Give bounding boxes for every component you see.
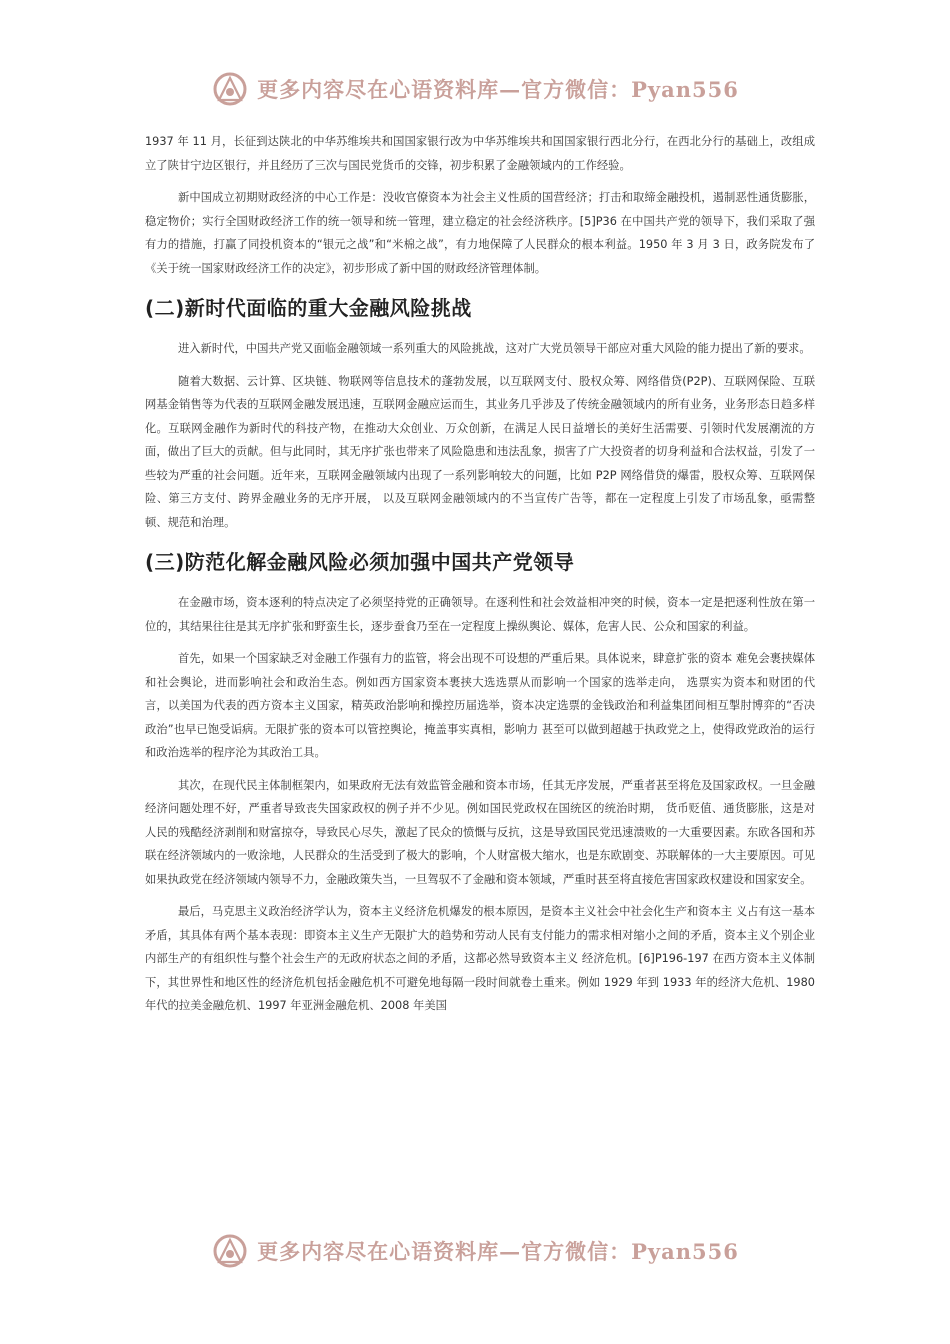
paragraph: 随着大数据、云计算、区块链、物联网等信息技术的蓬勃发展，以互联网支付、股权众筹、网络借贷(P2P)、互联网保险、互联网基金销售等为代表的互联网金融发展迅速，互联网金融应运而生，其业务几乎涉及了传统金融领域内的所有业务，业务形态日趋多样化。互联网金融作为新时代的科技产物，在推动大众创业、万众创新，在满足人民日益增长的美好生活需要、引领时代发展潮流的方面，做出了巨大的贡献。但与此同时，其无序扩张也带来了风险隐患和违法乱象，损害了广大投资者的切身利益和合法权益，引发了一些较为严重的社会问题。近年来，互联网金融领域内出现了一系列影响较大的问题，比如 P2P 网络借贷的爆雷，股权众筹、互联网保险、第三方支付、跨界金融业务的无序开展， 以及互联网金融领域内的不当宣传广告等，都在一定程度上引发了市场乱象，亟需整顿、规范和治理。 [145,374,815,529]
watermark-banner-bottom [0,1232,950,1270]
paragraph: 1937 年 11 月，长征到达陕北的中华苏维埃共和国国家银行改为中华苏维埃共和国国家银行西北分行，在西北分行的基础上，改组成立了陕甘宁边区银行，并且经历了三次与国民党货币的交锋，初步积累了金融领域内的工作经验。 [145,135,815,172]
paragraph: 首先，如果一个国家缺乏对金融工作强有力的监管，将会出现不可设想的严重后果。具体说来，肆意扩张的资本 难免会裹挟媒体和社会舆论，进而影响社会和政治生态。例如西方国家资本裹挟大选选票从而影响一个国家的选举走向， 选票实为资本和财团的代言，以美国为代表的西方资本主义国家，精英政治影响和操控历届选举，资本决定选票的金钱政治和利益集团间相互掣肘博弈的“否决政治”也早已饱受诟病。无限扩张的资本可以管控舆论，掩盖事实真相，影响力 甚至可以做到超越于执政党之上，使得政党政治的运行和政治选举的程序沦为其政治工具。 [145,652,815,759]
paragraph: 其次，在现代民主体制框架内，如果政府无法有效监管金融和资本市场，任其无序发展，严重者甚至将危及国家政权。一旦金融经济问题处理不好，严重者导致丧失国家政权的例子并不少见。例如国民党政权在国统区的统治时期， 货币贬值、通货膨胀，这是对人民的残酷经济剥削和财富掠夺，导致民心尽失，激起了民众的愤慨与反抗，这是导致国民党迅速溃败的一大重要因素。东欧各国和苏联在经济领域内的一败涂地，人民群众的生活受到了极大的影响，个人财富极大缩水，也是东欧剧变、苏联解体的一大主要原因。可见如果执政党在经济领域内领导不力，金融政策失当，一旦驾驭不了金融和资本领域，严重时甚至将直接危害国家政权建设和国家安全。 [145,778,815,886]
section-heading: (二)新时代面临的重大金融风险挑战 [145,296,472,320]
section-heading: (三)防范化解金融风险必须加强中国共产党领导 [145,550,575,574]
paragraph: 新中国成立初期财政经济的中心工作是：没收官僚资本为社会主义性质的国营经济；打击和取缔金融投机，遏制恶性通货膨胀，稳定物价；实行全国财政经济工作的统一领导和统一管理，建立稳定的社会经济秩序。[5]P36 在中国共产党的领导下，我们采取了强有力的措施，打赢了同投机资本的“银元之战”和“米棉之战”，有力地保障了人民群众的根本利益。1950 年 3 月 3 日，政务院发布了《关于统一国家财政经济工作的决定》，初步形成了新中国的财政经济管理体制。 [145,191,815,275]
watermark-banner-top [0,70,950,108]
document-body [145,130,815,1027]
watermark-text: 更多内容尽在心语资料库—官方微信：Pyan556 [257,77,739,102]
brand-logo-icon [211,1232,249,1270]
brand-logo-icon [211,70,249,108]
paragraph: 进入新时代，中国共产党又面临金融领域一系列重大的风险挑战，这对广大党员领导干部应对重大风险的能力提出了新的要求。 [178,342,811,355]
paragraph: 在金融市场，资本逐利的特点决定了必须坚持党的正确领导。在逐利性和社会效益相冲突的时候，资本一定是把逐利性放在第一位的，其结果往往是其无序扩张和野蛮生长，逐步蚕食乃至在一定程度上操纵舆论、媒体，危害人民、公众和国家的利益。 [145,596,815,633]
paragraph: 最后，马克思主义政治经济学认为，资本主义经济危机爆发的根本原因，是资本主义社会中社会化生产和资本主 义占有这一基本矛盾，其具体有两个基本表现：即资本主义生产无限扩大的趋势和劳动人民有支付能力的需求相对缩小之间的矛盾，资本主义个别企业内部生产的有组织性与整个社会生产的无政府状态之间的矛盾，这都必然导致资本主义 经济危机。[6]P196-197 在西方资本主义体制下，其世界性和地区性的经济危机包括金融危机不可避免地每隔一段时间就卷土重来。例如 1929 年到 1933 年的经济大危机、1980 年代的拉美金融危机、1997 年亚洲金融危机、2008 年美国 [145,905,815,1012]
watermark-text: 更多内容尽在心语资料库—官方微信：Pyan556 [257,1239,739,1264]
